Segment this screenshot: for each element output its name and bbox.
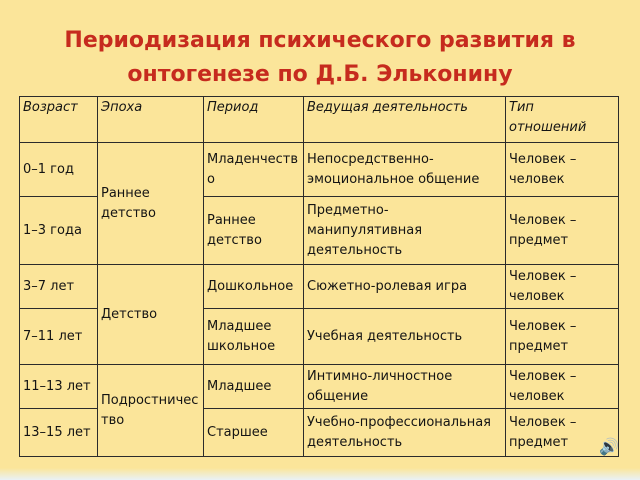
header-epoch: Эпоха: [98, 97, 204, 143]
cell-activity: Предметно-манипулятивная деятельность: [304, 197, 506, 265]
slide-bottom-strip: [0, 468, 640, 480]
cell-age: 13–15 лет: [20, 409, 98, 457]
header-relation: Тип отношений: [506, 97, 619, 143]
cell-epoch: Подростничество: [98, 365, 204, 457]
cell-epoch: Детство: [98, 265, 204, 365]
cell-relation: Человек – предмет: [506, 197, 619, 265]
cell-period: Дошкольное: [204, 265, 304, 309]
cell-relation: Человек – человек: [506, 365, 619, 409]
table-row: [20, 143, 619, 197]
header-period: Период: [204, 97, 304, 143]
slide-title-line1: Периодизация психического развития в: [64, 28, 576, 53]
cell-activity: Учебная деятельность: [304, 309, 506, 365]
cell-epoch: Раннее детство: [98, 143, 204, 265]
cell-period: Старшее: [204, 409, 304, 457]
cell-age: 11–13 лет: [20, 365, 98, 409]
table-header-row: [20, 97, 619, 143]
cell-age: 7–11 лет: [20, 309, 98, 365]
cell-activity: Интимно-личностное общение: [304, 365, 506, 409]
cell-relation: Человек – предмет: [506, 409, 619, 457]
slide-title-line2: онтогенезе по Д.Б. Эльконину: [127, 62, 513, 87]
slide-title: [0, 24, 640, 92]
cell-relation: Человек – человек: [506, 143, 619, 197]
cell-relation: Человек – человек: [506, 265, 619, 309]
table-row: [20, 265, 619, 309]
cell-activity: Учебно-профессиональная деятельность: [304, 409, 506, 457]
periodization-table: [19, 96, 619, 457]
cell-age: 0–1 год: [20, 143, 98, 197]
cell-age: 1–3 года: [20, 197, 98, 265]
cell-relation: Человек – предмет: [506, 309, 619, 365]
header-age: Возраст: [20, 97, 98, 143]
cell-activity: Непосредственно-эмоциональное общение: [304, 143, 506, 197]
cell-age: 3–7 лет: [20, 265, 98, 309]
cell-activity: Сюжетно-ролевая игра: [304, 265, 506, 309]
table-row: [20, 365, 619, 409]
header-activity: Ведущая деятельность: [304, 97, 506, 143]
speaker-icon[interactable]: 🔊: [599, 437, 619, 456]
cell-period: Младшее: [204, 365, 304, 409]
cell-period: Младшее школьное: [204, 309, 304, 365]
cell-period: Младенчество: [204, 143, 304, 197]
cell-period: Раннее детство: [204, 197, 304, 265]
